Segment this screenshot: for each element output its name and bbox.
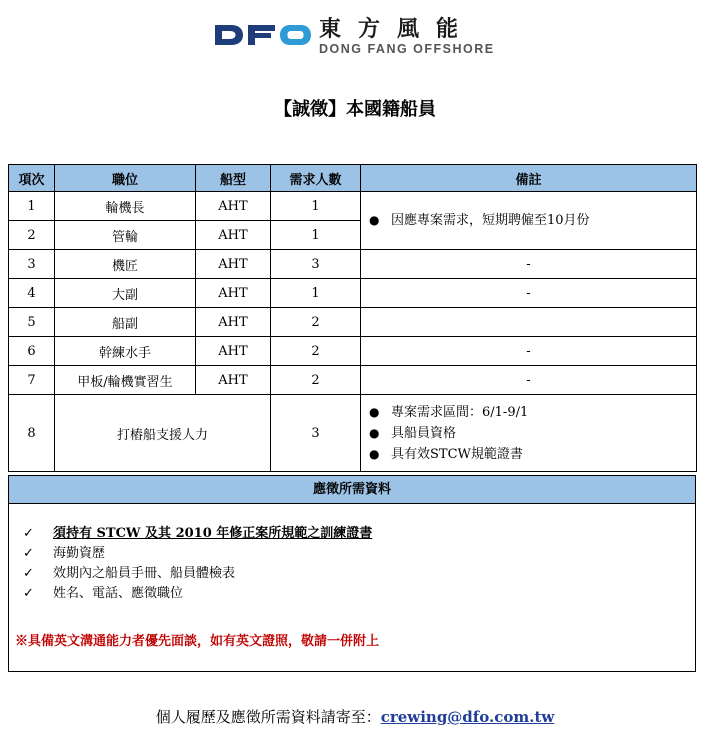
checkmark-icon: ✓ <box>23 586 34 601</box>
cell-position: 輪機長 <box>55 192 196 221</box>
header-no: 項次 <box>9 165 55 192</box>
logo-english-name: DONG FANG OFFSHORE <box>319 42 495 56</box>
company-logo <box>213 12 503 58</box>
cell-position: 大副 <box>55 279 196 308</box>
requirement-text: 姓名、電話、應徵職位 <box>53 586 184 601</box>
header-ship-type: 船型 <box>196 165 271 192</box>
note-item <box>369 210 696 231</box>
cell-note: - <box>361 337 697 366</box>
cell-ship-type: AHT <box>196 279 271 308</box>
note-text: 具有效STCW規範證書 <box>391 446 523 462</box>
cell-ship-type: AHT <box>196 192 271 221</box>
cell-note: - <box>361 279 697 308</box>
table-row <box>9 192 697 221</box>
cell-no: 4 <box>9 279 55 308</box>
requirements-list <box>23 524 372 604</box>
requirement-text: 海勤資歷 <box>53 546 106 561</box>
cell-count: 3 <box>271 395 361 472</box>
requirement-item <box>23 564 372 584</box>
table-row <box>9 366 697 395</box>
cell-note <box>361 308 697 337</box>
bullet-icon: ● <box>369 213 380 227</box>
cell-note: - <box>361 250 697 279</box>
checkmark-icon: ✓ <box>23 526 34 541</box>
requirement-item <box>23 524 372 544</box>
requirements-box <box>8 504 696 672</box>
note-list <box>361 210 696 231</box>
bullet-icon: ● <box>369 425 380 440</box>
cell-count: 1 <box>271 279 361 308</box>
table-header-row <box>9 165 697 192</box>
cell-no: 6 <box>9 337 55 366</box>
cell-position: 幹練水手 <box>55 337 196 366</box>
cell-count: 3 <box>271 250 361 279</box>
header-position: 職位 <box>55 165 196 192</box>
cell-no: 1 <box>9 192 55 221</box>
header-count: 需求人數 <box>271 165 361 192</box>
page-title: 【誠徵】本國籍船員 <box>274 99 436 120</box>
cell-no: 2 <box>9 221 55 250</box>
logo-chinese-name: 東方風能 <box>319 16 476 42</box>
cell-position: 船副 <box>55 308 196 337</box>
cell-no: 8 <box>9 395 55 472</box>
cell-position: 管輪 <box>55 221 196 250</box>
cell-position: 機匠 <box>55 250 196 279</box>
note-text: 具船員資格 <box>391 425 457 441</box>
dfo-logo-mark <box>213 22 313 48</box>
cell-position: 打樁船支援人力 <box>55 395 271 472</box>
table-row <box>9 250 697 279</box>
cell-position: 甲板/輪機實習生 <box>55 366 196 395</box>
note-item <box>369 444 696 465</box>
cell-ship-type: AHT <box>196 337 271 366</box>
bullet-icon: ● <box>369 404 380 419</box>
cell-count: 2 <box>271 366 361 395</box>
cell-count: 2 <box>271 308 361 337</box>
footer-text: 個人履歷及應徵所需資料請寄至： <box>155 708 381 726</box>
checkmark-icon: ✓ <box>23 566 34 581</box>
cell-ship-type: AHT <box>196 308 271 337</box>
requirement-item <box>23 544 372 564</box>
footer-contact <box>0 706 710 727</box>
requirement-text: 效期內之船員手冊、船員體檢表 <box>53 566 236 581</box>
requirements-heading: 應徵所需資料 <box>8 475 696 504</box>
note-item <box>369 423 696 444</box>
note-list <box>361 402 696 465</box>
table-row <box>9 395 697 472</box>
cell-count: 1 <box>271 221 361 250</box>
checkmark-icon: ✓ <box>23 546 34 561</box>
cell-ship-type: AHT <box>196 366 271 395</box>
note-text: 因應專案需求，短期聘僱至10月份 <box>391 213 590 228</box>
cell-count: 2 <box>271 337 361 366</box>
table-row <box>9 308 697 337</box>
cell-note <box>361 192 697 250</box>
cell-no: 5 <box>9 308 55 337</box>
bullet-icon: ● <box>369 446 380 461</box>
cell-no: 3 <box>9 250 55 279</box>
email-link[interactable]: crewing@dfo.com.tw <box>380 708 555 726</box>
cell-note <box>361 395 697 472</box>
requirement-text: 須持有 STCW 及其 2010 年修正案所規範之訓練證書 <box>53 526 373 541</box>
header-notes: 備註 <box>361 165 697 192</box>
cell-ship-type: AHT <box>196 221 271 250</box>
cell-note: - <box>361 366 697 395</box>
note-text: 專案需求區間：6/1-9/1 <box>391 404 529 420</box>
table-row <box>9 279 697 308</box>
note-item <box>369 402 696 423</box>
job-table <box>8 164 697 472</box>
cell-count: 1 <box>271 192 361 221</box>
table-row <box>9 337 697 366</box>
english-priority-note: ※具備英文溝通能力者優先面談，如有英文證照，敬請一併附上 <box>15 634 380 649</box>
cell-no: 7 <box>9 366 55 395</box>
requirement-item <box>23 584 372 604</box>
cell-ship-type: AHT <box>196 250 271 279</box>
